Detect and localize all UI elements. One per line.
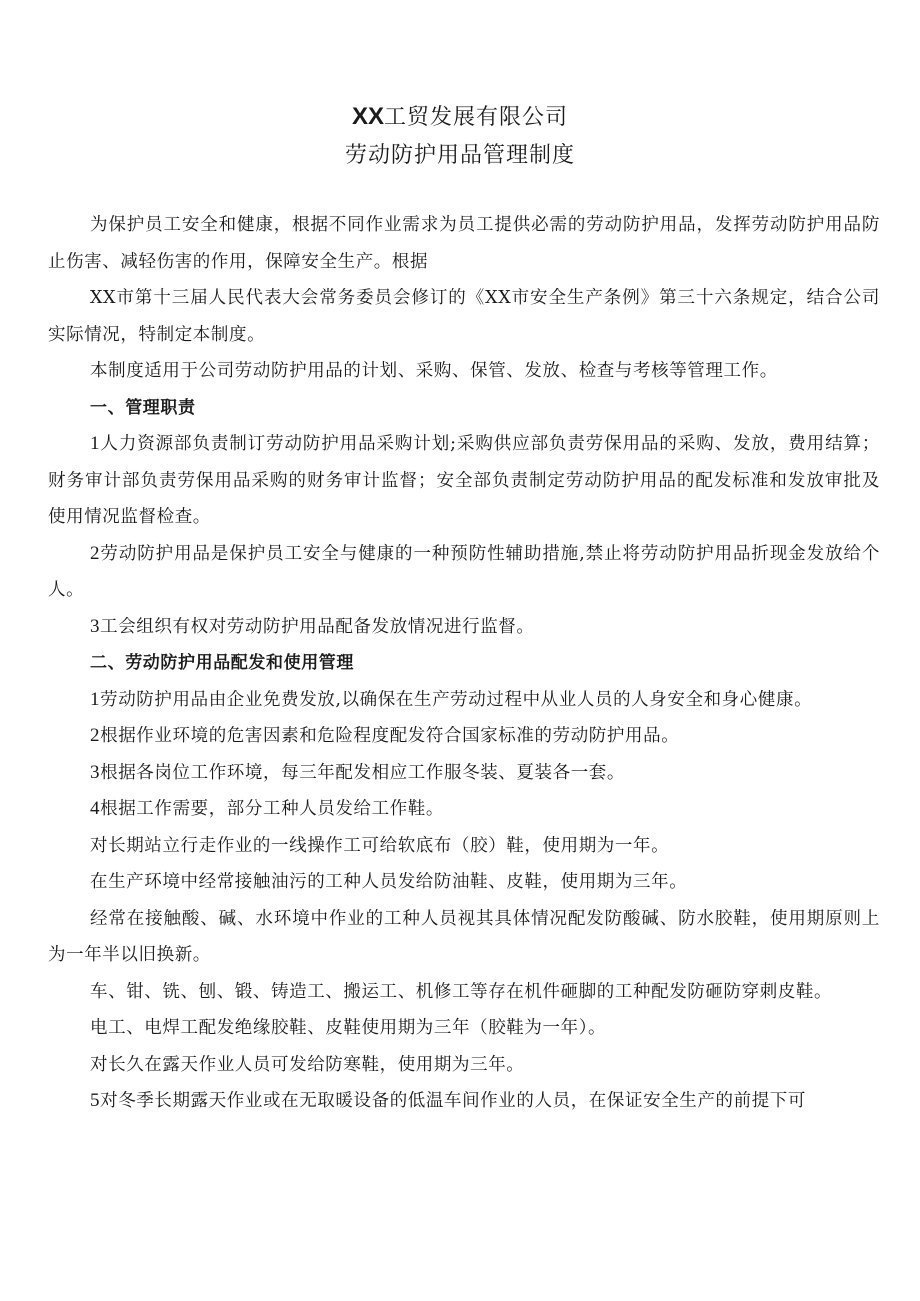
numbered-paragraph (48, 791, 880, 828)
item-number: 5 (90, 1090, 101, 1111)
section-heading: 一、管理职责 (90, 397, 196, 418)
item-text: 劳动防护用品由企业免费发放,以确保在生产劳动过程中从业人员的人身安全和身心健康。 (100, 689, 813, 710)
body-paragraph: 为保护员工安全和健康，根据不同作业需求为员工提供必需的劳动防护用品，发挥劳动防护用品防止伤害、减轻伤害的作用，保障安全生产。根据 (48, 215, 880, 272)
numbered-paragraph (48, 609, 880, 646)
company-title (0, 98, 920, 137)
body-paragraph: XX市第十三届人民代表大会常务委员会修订的《XX市安全生产条例》第三十六条规定，结合公司实际情况，特制定本制度。 (48, 288, 880, 345)
document-body (48, 207, 880, 1120)
body-paragraph: 在生产环境中经常接触油污的工种人员发给防油鞋、皮鞋，使用期为三年。 (90, 872, 688, 892)
numbered-paragraph (48, 536, 880, 609)
item-number: 3 (90, 615, 101, 637)
numbered-paragraph (48, 426, 880, 536)
item-number: 4 (90, 798, 101, 819)
item-text: 根据各岗位工作环境，每三年配发相应工作服冬装、夏装各一套。 (100, 762, 626, 783)
body-paragraph: 本制度适用于公司劳动防护用品的计划、采购、保管、发放、检查与考核等管理工作。 (90, 361, 778, 381)
item-text: 对冬季长期露天作业或在无取暖设备的低温车间作业的人员，在保证安全生产的前提下可 (100, 1091, 807, 1111)
item-text: 人力资源部负责制订劳动防护用品采购计划;采购供应部负责劳保用品的采购、发放，费用结算；财务审计部负责劳保用品采购的财务审计监督；安全部负责制定劳动防护用品的配发标准和发放审批及使用情况监督检查。 (48, 434, 880, 527)
company-title-name: 工贸发展有限公司 (384, 105, 569, 130)
item-number: 1 (90, 433, 101, 454)
document-title-block (0, 98, 920, 175)
item-text: 根据工作需要，部分工种人员发给工作鞋。 (100, 799, 445, 819)
company-title-prefix: XX (351, 103, 384, 130)
item-text: 根据作业环境的危害因素和危险程度配发符合国家标准的劳动防护用品。 (100, 726, 680, 746)
item-text: 劳动防护用品是保护员工安全与健康的一种预防性辅助措施,禁止将劳动防护用品折现金发放给个人。 (48, 543, 880, 600)
section-heading: 二、劳动防护用品配发和使用管理 (90, 653, 354, 673)
numbered-paragraph (48, 718, 880, 755)
body-paragraph: 对长久在露天作业人员可发给防寒鞋，使用期为三年。 (90, 1054, 525, 1075)
body-paragraph: 电工、电焊工配发绝缘胶鞋、皮鞋使用期为三年（胶鞋为一年）。 (90, 1018, 607, 1038)
policy-title: 劳动防护用品管理制度 (344, 143, 575, 168)
numbered-paragraph (48, 755, 880, 792)
body-paragraph: 车、钳、铣、刨、锻、铸造工、搬运工、机修工等存在机件砸脚的工种配发防砸防穿刺皮鞋。 (90, 981, 833, 1002)
item-text: 工会组织有权对劳动防护用品配备发放情况进行监督。 (100, 616, 535, 637)
body-paragraph: 经常在接触酸、碱、水环境中作业的工种人员视其具体情况配发防酸碱、防水胶鞋，使用期原则上为一年半以旧换新。 (48, 908, 880, 965)
item-number: 2 (90, 725, 101, 746)
body-paragraph: 对长期站立行走作业的一线操作工可给软底布（胶）鞋，使用期为一年。 (90, 835, 670, 856)
numbered-paragraph (48, 1083, 880, 1120)
item-number: 3 (90, 761, 101, 783)
item-number: 2 (90, 542, 101, 564)
numbered-paragraph (48, 682, 880, 719)
item-number: 1 (90, 688, 101, 710)
